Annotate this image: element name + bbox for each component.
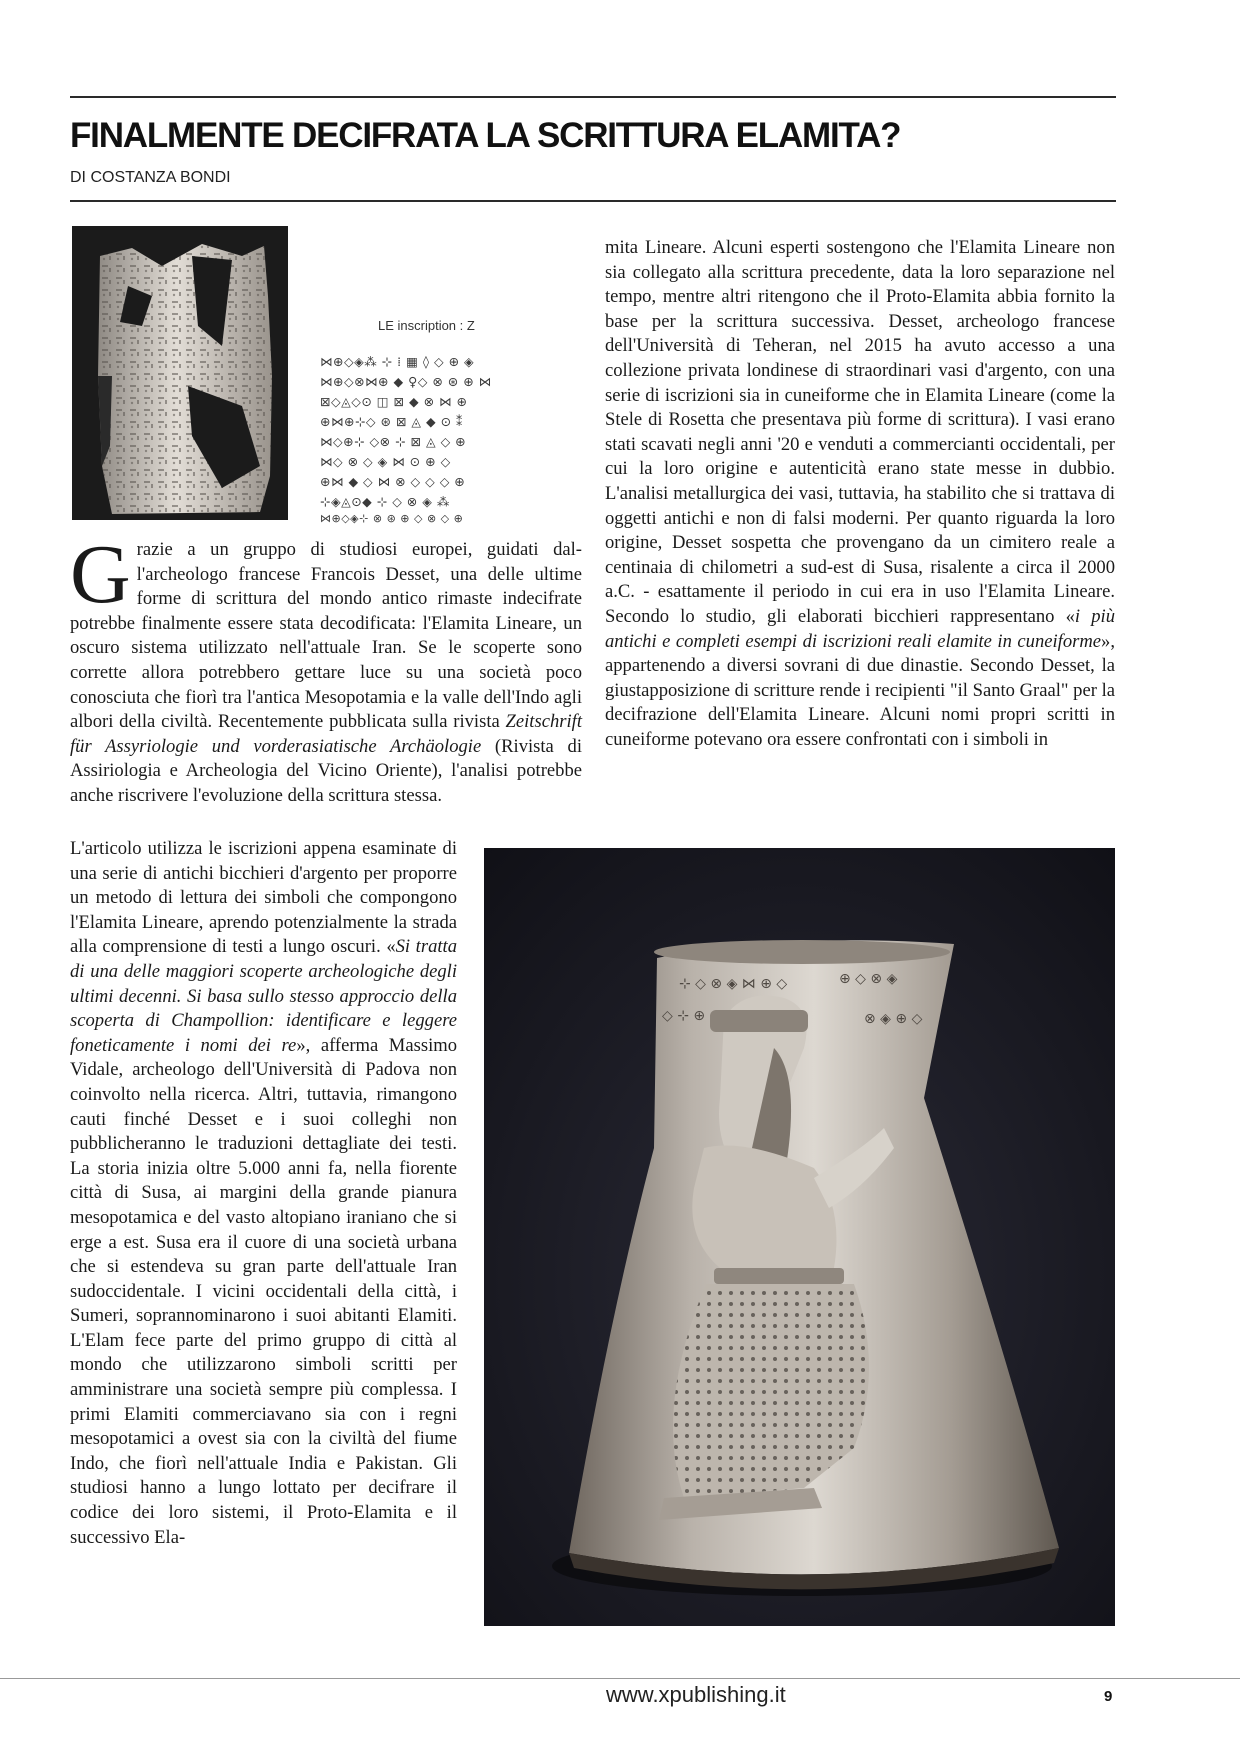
silver-beaker-photo <box>484 848 1115 1626</box>
svg-text:⊹ ◇ ⊗ ◈ ⋈ ⊕ ◇: ⊹ ◇ ⊗ ◈ ⋈ ⊕ ◇ <box>679 976 788 992</box>
inscription-label: LE inscription : Z <box>378 318 475 333</box>
glyph-row: ⋈⊕◇◈⁂ ⊹ ⁞ ▦ ◊ ◇ ⊕ ◈ <box>320 354 475 369</box>
article-body-right <box>605 236 1115 752</box>
page-number: 9 <box>1104 1688 1113 1705</box>
svg-text:⊗ ◈ ⊕ ◇: ⊗ ◈ ⊕ ◇ <box>864 1011 923 1027</box>
top-rule <box>70 96 1116 98</box>
body-text: mita Lineare. Alcuni esperti sostengono che l'Elamita Lineare non sia collegato alla scrittura precedente, data la loro separazione nel tempo, mentre altri ritengono che il Proto-Elamita abbia fornito la base per la scrittura successiva. Desset, archeologo francese dell'Università di Teheran, nel 2015 ha avuto accesso a una collezione privata londinese di straordinari vasi d'argento, con una serie di iscrizioni sia in cuneiforme che in Elamita Lineare (come la Stele di Rosetta che presentava più forme di scrittura). I vasi erano stati scavati negli anni '20 e venduti a commercianti occidentali, per cui la loro origine e autenticità erano state messe in dubbio. L'analisi metallurgica dei vasi, tuttavia, ha stabilito che si trattava di oggetti antichi e non di falsi moderni. Per quanto riguarda la loro origine, Desset sospetta che provengano da un cimitero reale a centinaia di chilometri a sud-est di Susa, risalente a circa il 2000 a.C. - esattamente il periodo in cui era in uso l'Elamita Lineare. Secondo lo studio, gli elaborati bicchieri rappresentano « <box>605 237 1115 627</box>
silver-beaker-illustration <box>484 848 1115 1626</box>
glyph-row: ⋈◇⊕⊹ ◇⊗ ⊹ ⊠ ◬ ◇ ⊕ <box>320 434 467 449</box>
vidale-quote: Si tratta di una delle maggiori scoperte archeologiche degli ultimi decenni. Si basa sullo stesso approccio della scoperta di Champollion: identificare e leggere foneticamente i nomi dei re <box>70 936 457 1056</box>
study-quote: i più antichi e completi esempi di iscrizioni reali elamite in cuneiforme <box>605 605 1115 652</box>
vessel-fragment-photo <box>72 226 288 520</box>
glyph-row: ⋈⊕◇⊗⋈⊕ ◆ ♀◇ ⊗ ⊛ ⊕ ⋈ <box>320 374 492 389</box>
footer-website: www.xpublishing.it <box>606 1682 786 1707</box>
svg-text:◇ ⊹ ⊕: ◇ ⊹ ⊕ <box>662 1008 706 1024</box>
glyph-row: ⊹◈◬⊙◆ ⊹ ◇ ⊗ ◈ ⁂ <box>320 494 450 509</box>
article-body-left <box>70 837 457 1550</box>
journal-name: Zeitschrift für Assyriologie und vorderasiatische Archäologie <box>70 711 582 757</box>
glyph-row: ⊕⋈⊕⊹◇ ⊛ ⊠ ◬ ◆ ⊙ ⁑ <box>320 414 463 429</box>
glyph-row: ⋈◇ ⊗ ◇ ◈ ⋈ ⊙ ⊕ ◇ <box>320 454 451 469</box>
inscription-drawing <box>300 226 578 525</box>
glyph-row: ⊕⋈ ◆ ◇ ⋈ ⊗ ◇ ◇ ◇ ⊕ <box>320 474 466 489</box>
vessel-fragment-illustration <box>72 226 288 520</box>
intro-text: razie a un gruppo di studiosi europei, guidati dal-l'archeologo francese Francois Desset, una delle ultime forme di scrittura del mondo antico rimaste indecifrate potrebbe finalmente essere stata decodificata: l'Elamita Lineare, un oscuro sistema utilizzato nell'attuale Iran. Se le scoperte sono corrette allora potrebbero gettare luce su una società poco conosciuta che fiorì tra l'antica Mesopotamia e la valle dell'Indo agli albori della civiltà. Recentemente pubblicata sulla rivista <box>70 539 582 733</box>
svg-text:⊕ ◇ ⊗ ◈: ⊕ ◇ ⊗ ◈ <box>839 971 898 987</box>
glyph-row: ⊠◇◬◇⊙ ◫ ⊠ ◆ ⊗ ⋈ ⊕ <box>320 394 468 409</box>
body-text: L'articolo utilizza le iscrizioni appena esaminate di una serie di antichi bicchieri d'argento per proporre un metodo di lettura dei simboli che compongono l'Elamita Lineare, aprendo potenzialmente la strada alla comprensione di testi a lungo oscuri. « <box>70 838 457 958</box>
footer-rule <box>0 1678 1240 1679</box>
body-text-continued: », afferma Massimo Vidale, archeologo dell'Università di Padova non coinvolto nella ricerca. Altri, tuttavia, rimangono cauti finché Desset e i suoi colleghi non pubblicheranno le traduzioni dettagliate dei testi. La storia inizia oltre 5.000 anni fa, nella fiorente città di Susa, ai margini della grande pianura mesopotamica e del vasto altopiano iraniano che si erge a est. Susa era il cuore di una società urbana che si estendeva su gran parte dell'attuale Iran sudoccidentale. I vicini occidentali della città, i Sumeri, soprannominarono i suoi abitanti Elamiti. L'Elam fece parte del primo gruppo di città al mondo che utilizzarono simboli scritti per amministrare una società sempre più complessa. I primi Elamiti commerciavano sia con i regni mesopotamici a ovest sia con la civiltà del fiume Indo, che fiorì nell'attuale India e Pakistan. Gli studiosi hanno a lungo lottato per decifrare il codice dei loro sistemi, il Proto-Elamita e il successivo Ela- <box>70 1034 457 1548</box>
article-intro-paragraph <box>70 528 582 809</box>
article-byline: DI COSTANZA BONDI <box>70 169 231 186</box>
intro-text-continued: (Rivista di Assiriologia e Archeologia del Vicino Oriente), l'analisi potrebbe anche riscrivere l'evoluzione della scrittura stessa. <box>70 735 582 806</box>
drop-cap: G <box>70 528 131 621</box>
header-rule <box>70 200 1116 202</box>
glyph-row: ⋈⊕◇◈⊹ ⊗ ⊛ ⊕ ◇ ⊗ ◇ ⊕ <box>320 512 464 525</box>
body-text-continued: », appartenendo a diversi sovrani di due dinastie. Secondo Desset, la giustapposizione di scritture rende i recipienti "il Santo Graal" per la decifrazione dell'Elamita Lineare. Alcuni nomi propri scritti in cuneiforme potevano ora essere confrontati con i simboli in <box>605 630 1115 750</box>
article-title: FINALMENTE DECIFRATA LA SCRITTURA ELAMITA? <box>70 116 901 155</box>
